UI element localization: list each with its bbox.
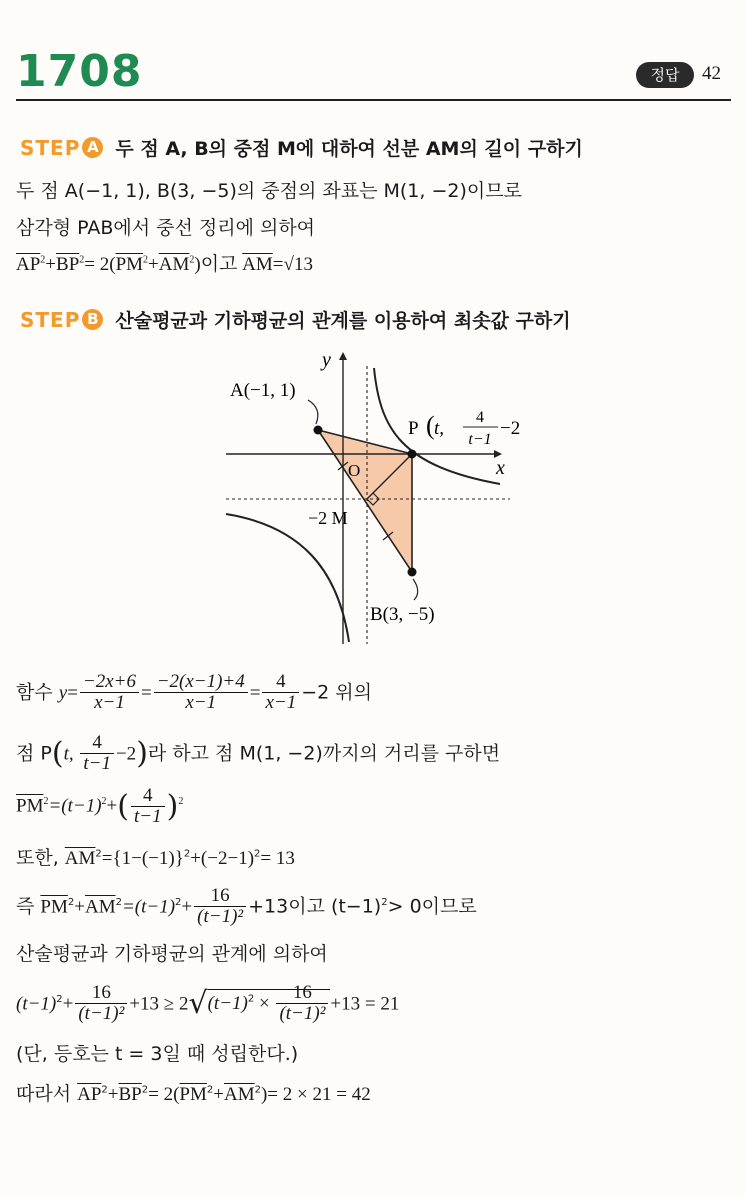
am-end: = 13 — [260, 848, 295, 869]
step-a-line1: 두 점 A(−1, 1), B(3, −5)의 중점의 좌표는 M(1, −2)이므로 — [16, 180, 522, 202]
answer-badge: 정답 — [636, 62, 694, 88]
answer-page: 42 — [702, 63, 721, 84]
sum-eq: =(t−1) — [121, 896, 176, 918]
arrow-a — [308, 400, 318, 424]
step-a-line3: $\overline{AP}^2+\overline{BP}^2= 2(\overline{PM}^2+\overline{AM}^2)$이고 $\overline{AM}=√13$ — [16, 254, 313, 275]
ineq-c: (t−1) — [207, 993, 248, 1015]
final-mid: = 2( — [148, 1084, 180, 1105]
pm-squared-line: $\overline{PM}^2=(t-1)^2+$( $\frac{4}{t-1}$ )$^2$ — [16, 785, 184, 827]
p-prefix: 점 P — [16, 742, 52, 765]
amgm-line: 산술평균과 기하평균의 관계에 의하여 — [16, 943, 328, 965]
y-axis-arrow — [339, 352, 347, 360]
seg-am-2: $\overline{AM}$ — [242, 254, 273, 275]
pm-eq: =(t−1) — [48, 795, 102, 817]
sum-prefix: 즉 — [16, 895, 41, 918]
sum-post: +13이고 (t−1) — [248, 895, 382, 918]
final-prefix: 따라서 — [16, 1083, 78, 1105]
sum-line: 즉 $\overline{PM}^2+\overline{AM}^2=(t-1)^2+$ $\frac{16}{\text{(t−1)²}}$ +13이고 $(t-1)^2> 0$이므로 — [16, 885, 477, 927]
label-p-paren-open: ( — [426, 411, 435, 440]
final-line: 따라서 $\overline{AP}^2+\overline{BP}^2= 2(\overline{PM}^2+\overline{AM}^2)= 2 \times 21 = 42$ — [16, 1083, 371, 1105]
seg-bp: $\overline{BP}$ — [56, 254, 80, 275]
fn-y: y — [58, 682, 68, 704]
fn-prefix: 함수 — [16, 681, 59, 704]
triangle-pab — [318, 430, 412, 572]
label-b: B(3, −5) — [370, 604, 435, 625]
ineq-d: × — [254, 993, 275, 1015]
inequality-line: $(t-1)^2+$ $\frac{16}{\text{(t−1)²}}$ $+13 \ge 2√(t-1)^2$ × $\frac{16}{\text{(t−1)²}}$ +13 = 21 — [16, 982, 400, 1024]
pm-plus: + — [106, 795, 118, 817]
point-p — [408, 450, 417, 459]
seg-bp-final: $\overline{BP}$ — [118, 1084, 142, 1105]
label-p-t: t, — [434, 418, 445, 439]
label-m: −2 M — [308, 508, 348, 528]
step-a-letter: A — [82, 137, 103, 158]
point-b — [408, 568, 417, 577]
frac-3: $\frac{4}{x-1}$ — [262, 672, 299, 714]
final-end: )= 2 × 21 = 42 — [260, 1084, 371, 1105]
am-mid: +(−2−1) — [190, 848, 255, 869]
step-b-title: 산술평균과 기하평균의 관계를 이용하여 최솟값 구하기 — [115, 310, 571, 332]
fn-suffix: −2 위의 — [301, 681, 373, 704]
am-value: =√13 — [272, 254, 313, 275]
seg-pm-final: $\overline{PM}$ — [179, 1084, 207, 1105]
seg-pm-line: $\overline{PM}$ — [16, 795, 44, 817]
seg-am-line: $\overline{AM}$ — [64, 848, 96, 869]
seg-pm-sum: $\overline{PM}$ — [40, 896, 68, 918]
frac-sum: $\frac{16}{\text{(t−1)²}}$ — [194, 886, 246, 928]
am-prefix: 또한, — [16, 847, 65, 869]
step-b-word: STEP — [20, 307, 81, 332]
problem-number: 1708 — [16, 46, 143, 97]
frac-pm: $\frac{4}{t-1}$ — [131, 786, 165, 828]
point-p-line: 점 P(t, $\frac{4}{t-1}$ −2)라 하고 점 M(1, −2)까지의 거리를 구하면 — [16, 732, 501, 774]
hyperbola-left-branch — [226, 514, 349, 642]
step-a-title: 두 점 A, B의 중점 M에 대하여 선분 AM의 길이 구하기 — [115, 138, 583, 160]
fn-eq: = — [67, 682, 78, 704]
label-x: x — [496, 457, 505, 479]
ineq-a: (t−1) — [16, 993, 57, 1015]
am-squared-line: 또한, $\overline{AM}^2=\{1-(-1)\}^2+(-2-1)^2= 13$ — [16, 847, 295, 869]
point-a — [314, 426, 323, 435]
step-a-heading — [20, 134, 583, 161]
header-rule — [16, 99, 731, 101]
seg-pm: $\overline{PM}$ — [115, 254, 144, 275]
seg-ap: $\overline{AP}$ — [16, 254, 41, 275]
label-origin: O — [348, 461, 361, 480]
ineq-e: +13 = 21 — [330, 993, 400, 1015]
arrow-b — [413, 579, 418, 600]
equality-condition: (단, 등호는 t = 3일 때 성립한다.) — [16, 1043, 299, 1065]
frac-p: $\frac{4}{t-1}$ — [80, 733, 114, 775]
seg-am-final: $\overline{AM}$ — [223, 1084, 255, 1105]
sum-end: > 0이므로 — [387, 895, 477, 918]
eq-end: )이고 — [194, 254, 243, 275]
label-a: A(−1, 1) — [230, 380, 296, 401]
eq-text: = 2( — [84, 254, 116, 275]
seg-ap-final: $\overline{AP}$ — [77, 1084, 102, 1105]
seg-am-sum: $\overline{AM}$ — [84, 896, 116, 918]
ineq-b: +13 ≥ 2 — [129, 993, 189, 1015]
step-b-heading — [20, 306, 571, 333]
label-p-den: t−1 — [468, 431, 492, 448]
frac-ineq-2: $\frac{16}{\text{(t−1)²}}$ — [276, 983, 328, 1025]
label-p: P — [408, 418, 419, 439]
p-mid: −2 — [115, 743, 137, 765]
step-b-letter: B — [82, 309, 103, 330]
frac-1: $\frac{-2x+6}{x-1}$ — [80, 672, 139, 714]
frac-2: $\frac{-2(x-1)+4}{x-1}$ — [154, 672, 248, 714]
step-a-word: STEP — [20, 135, 81, 160]
p-t: t, — [63, 743, 79, 765]
step-a-line2: 삼각형 PAB에서 중선 정리에 의하여 — [16, 217, 316, 239]
label-p-num: 4 — [476, 409, 484, 426]
am-eq: ={1−(−1)} — [101, 848, 184, 869]
p-suffix: 라 하고 점 M(1, −2)까지의 거리를 구하면 — [147, 742, 501, 765]
frac-ineq-1: $\frac{16}{\text{(t−1)²}}$ — [75, 983, 127, 1025]
seg-am: $\overline{AM}$ — [158, 254, 190, 275]
hyperbola-graph — [210, 348, 520, 648]
label-y: y — [322, 349, 331, 371]
function-line: 함수 y= $\frac{-2x+6}{x-1}$ = $\frac{-2(x-1)+4}{x-1}$ = $\frac{4}{x-1}$ −2 위의 — [16, 671, 373, 713]
label-p-post: −2 — [500, 418, 520, 439]
